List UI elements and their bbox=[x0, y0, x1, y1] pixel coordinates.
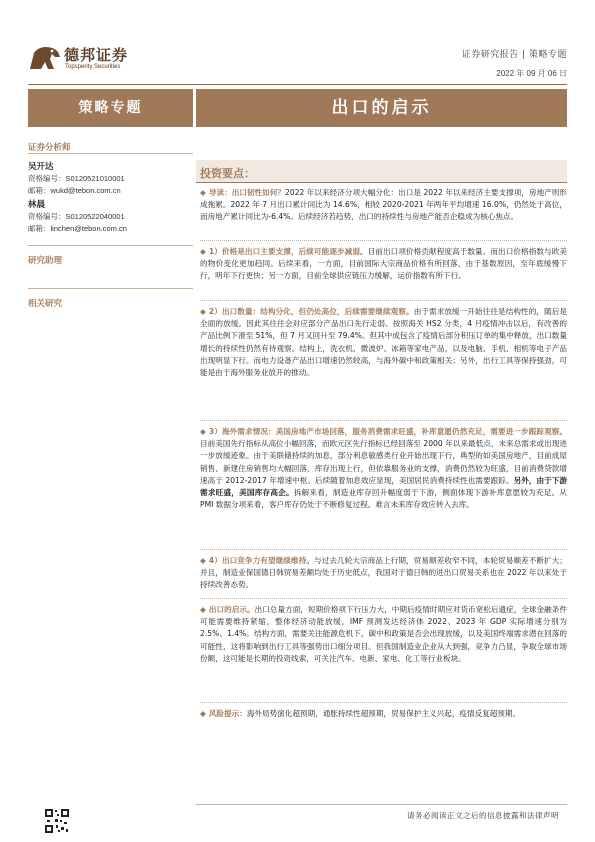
point-3-highlight: 3）海外需求情况：美国房地产市场回落，服务消费需求旺盛，补库意愿仍然充足，需要进一步跟踪观察。 bbox=[208, 427, 567, 436]
point-1-paragraph bbox=[200, 246, 567, 283]
disclaimer-note: 请务必阅读正文之后的信息披露和法律声明 bbox=[407, 811, 559, 820]
analyst-cert: 资格编号：S0120521010001 bbox=[28, 174, 125, 183]
report-date: 2022 年 09 月 06 日 bbox=[496, 69, 567, 78]
assistant-divider bbox=[28, 245, 193, 246]
report-title: 出口的启示 bbox=[331, 98, 432, 118]
risk-highlight: 风险提示： bbox=[208, 709, 247, 718]
point-1-highlight: 1）价格是出口主要支撑，后续可能逐步减弱。 bbox=[208, 247, 368, 256]
paragraph-divider bbox=[200, 240, 567, 241]
analyst-name: 林晨 bbox=[28, 200, 46, 210]
point-3-paragraph bbox=[200, 426, 567, 511]
analyst-divider bbox=[28, 153, 193, 154]
paragraph-divider bbox=[200, 420, 567, 421]
analyst-email[interactable]: 邮箱：wukd@tebon.com.cn bbox=[28, 186, 121, 195]
key-points-rule bbox=[196, 182, 567, 183]
related-heading: 相关研究 bbox=[28, 299, 63, 309]
point-3-tail: 拆解来看，制造业库存回升幅度弱于下游，侧面体现下游补库意愿较为充足。从 PMI 数据分项来看，客户库存仍处于不断修复过程。难言未来库存效应转入去库。 bbox=[200, 488, 568, 510]
paragraph-divider bbox=[200, 598, 567, 599]
bullet-icon: ◆ bbox=[200, 605, 206, 614]
brand-name-en: Topsperity Securities bbox=[65, 64, 121, 70]
key-points-heading: 投资要点： bbox=[200, 167, 255, 180]
analyst-heading: 证券分析师 bbox=[28, 143, 71, 153]
point-2-paragraph bbox=[200, 306, 567, 379]
point-1-text: 目前出口项价格贡献程度高于数量。而出口价格指数与欧美的物价变化更加趋同。后续来看，一方面，目前国际大宗商品价格有所回落，由于基数原因，至年底缓慢下行，明年下行更快；另一方面，目前全球供应链压力缓解，运价指数有所下行。 bbox=[200, 247, 567, 281]
point-5-highlight: 出口的启示。 bbox=[208, 605, 255, 614]
bullet-icon: ◆ bbox=[200, 709, 206, 718]
analyst-cert: 资格编号：S0120522040001 bbox=[28, 212, 125, 221]
analyst-name: 吴开达 bbox=[28, 162, 54, 172]
point-5-paragraph bbox=[200, 604, 567, 665]
paragraph-divider bbox=[200, 549, 567, 550]
qr-code-icon bbox=[44, 808, 70, 834]
risk-text: 海外局势演化超预期，通胀持续性超预期，贸易保护主义兴起，疫情反复超预期。 bbox=[246, 709, 521, 718]
bullet-icon: ◆ bbox=[200, 307, 206, 316]
category-label: 策略专题 bbox=[78, 100, 143, 116]
bullet-icon: ◆ bbox=[200, 556, 206, 565]
intro-highlight: 导读：出口韧性如何？ bbox=[208, 188, 286, 197]
brand-name-cn: 德邦证券 bbox=[64, 46, 129, 64]
point-2-text: 由于需求放缓一开始往往是结构性的，随后是全面的放缓。因此其往往会对应部分产品出口先行走弱。按照海关 HS2 分类，4 月疫情冲击以后，有改善的产品比例下滑至 51%，但 7 月又回升至 79.4%。但其中成包含了疫情后部分积压订单的集中释放，出口数量增长的持续性仍然有待观察。结构上，洗衣机、微波炉、冰箱等家电产品，以及电脑、手机、相机等电子产品出现明显下行。而电力设备产品出口增速仍然较高，与海外碳中和政策相关；另外，出行工具等保持强劲，可能是由于海外服务业放开的推动。 bbox=[200, 307, 568, 378]
tebon-logo-icon bbox=[28, 43, 62, 73]
point-2-highlight: 2）出口数量：结构分化，但仍处高位，后续需要继续观察。 bbox=[208, 307, 414, 316]
point-4-highlight: 4）出口竞争力有望继续维持。 bbox=[208, 556, 314, 565]
header-divider bbox=[28, 84, 567, 85]
bullet-icon: ◆ bbox=[200, 188, 206, 197]
point-4-paragraph bbox=[200, 555, 567, 592]
assistant-heading: 研究助理 bbox=[28, 256, 63, 266]
bullet-icon: ◆ bbox=[200, 427, 206, 436]
paragraph-divider bbox=[200, 702, 567, 703]
risk-paragraph bbox=[200, 708, 567, 720]
point-5-text: 出口总量方面，短期价格项下行压力大，中期后疫情时期应对货币宽松后遗症，全球金融条件可能需要维持紧缩，整体经济动能放缓，IMF 预测发达经济体 2022、2023 年 GDP 实际增速分别为 2.5%、1.4%。结构方面，需要关注能源危机下，碳中和政策是否会出现放缓，以及美国终端需求潜在回落的可能性，这将影响到出行工具等强势出口细分项目。但我国制造业企业从大到强，竞争力凸显，争取全球市场份额，这可能是长期的投资线索，可关注汽车、电新、家电、化工等行业板块。 bbox=[200, 605, 568, 663]
intro-text: 2022 年以来经济分项大幅分化：出口是 2022 年以来经济主要支撑项，房地产则形成拖累。2022 年 7 月出口累计同比为 14.6%，相较 2020-2021 年两年平均增速 16.0%，仍然处于高位，而房地产累计同比为-6.4%。后续经济若趋势，出口的持续性与房地产能否企稳成为核心焦点。 bbox=[200, 188, 568, 222]
footer-divider bbox=[196, 804, 567, 805]
point-3-text: 目前美国先行指标从高位小幅回落，而欧元区先行指标已经回落至 2000 年以来最低点，未来总需求或出现进一步放缓迹象。由于美联储持续的加息，部分利息敏感类行业开始出现下行，典型的如美国房地产，目前成屋销售、新建住房销售均大幅回落，库存出现上行，但依靠服务业的支撑，消费仍然较为旺盛，目前消费贷款增速高于 2012-2017 年增速中枢。后续随着加息效应显现，美国居民消费持续性也需要跟踪。 bbox=[200, 439, 567, 485]
analyst-email[interactable]: 邮箱：linchen@tebon.com.cn bbox=[28, 224, 127, 233]
paragraph-divider bbox=[200, 300, 567, 301]
point-4-text: 与过去几轮大宗商品上行期，贸易顺差收窄不同，本轮贸易顺差不断扩大；并且，制造业保国德日韩贸易差额均处于历史低点，我国对于德日韩的进出口贸易关系也在 2022 年以来处于持续改善态势。 bbox=[200, 556, 567, 590]
report-type: 证券研究报告 | 策略专题 bbox=[461, 50, 567, 60]
bullet-icon: ◆ bbox=[200, 247, 206, 256]
point-3-bold: 另外，由于下游需求旺盛，美国库存高企。 bbox=[200, 475, 568, 498]
related-divider bbox=[28, 288, 193, 289]
intro-paragraph bbox=[200, 187, 567, 224]
